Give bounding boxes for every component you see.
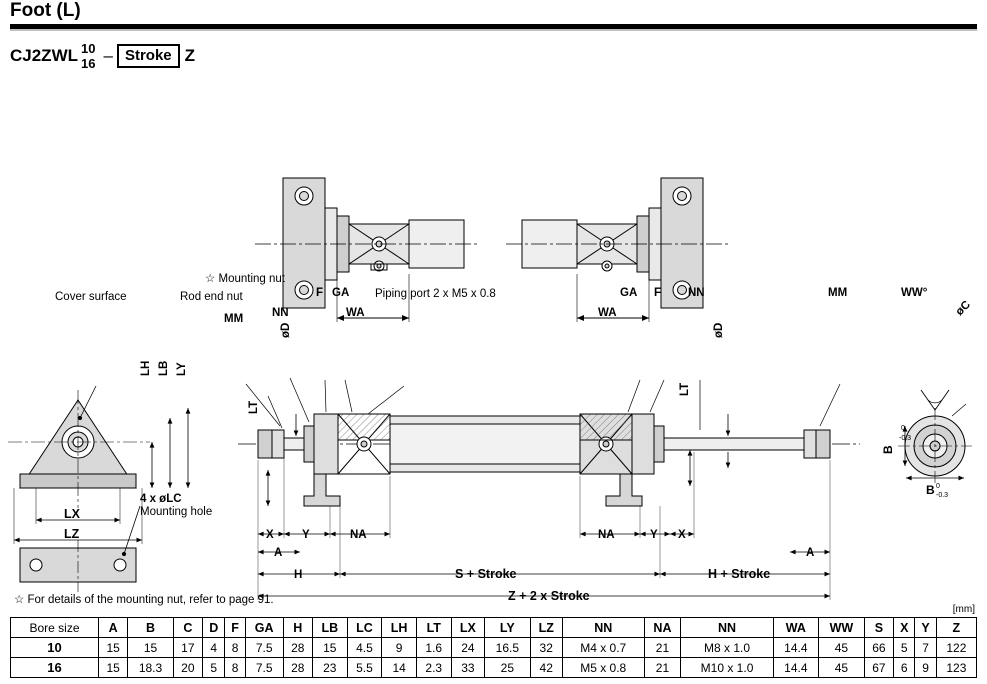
model-prefix: CJ2ZWL <box>10 46 78 65</box>
label-a-right: A <box>806 547 815 559</box>
table-col-d-4: D <box>203 618 225 638</box>
table-cell: 32 <box>530 638 562 658</box>
table-cell: 5.5 <box>347 658 382 678</box>
label-nn-left: NN <box>272 307 289 319</box>
label-mounting-nut: ☆ Mounting nut <box>205 273 285 285</box>
table-cell: M8 x 1.0 <box>681 638 773 658</box>
table-cell: M4 x 0.7 <box>562 638 644 658</box>
table-cell: 15 <box>99 638 128 658</box>
table-cell: 4.5 <box>347 638 382 658</box>
label-lt-left: LT <box>248 400 260 414</box>
table-col-na-16: NA <box>644 618 681 638</box>
table-cell: 9 <box>915 658 936 678</box>
table-cell: 7 <box>915 638 936 658</box>
label-a-left: A <box>274 547 283 559</box>
table-cell: 5 <box>203 658 225 678</box>
table-cell: 8 <box>225 658 245 678</box>
table-col-ww-19: WW <box>819 618 865 638</box>
table-cell: 23 <box>312 658 347 678</box>
label-x-right: X <box>678 529 686 541</box>
table-cell: 67 <box>864 658 893 678</box>
table-cell: 66 <box>864 638 893 658</box>
table-cell-bore-size: 10 <box>11 638 99 658</box>
table-cell: 9 <box>382 638 417 658</box>
label-b-horizontal-tol-bottom: -0.3 <box>936 492 949 499</box>
label-wa-right: WA <box>598 307 617 319</box>
label-mounting-hole: Mounting hole <box>140 506 213 518</box>
table-cell: 25 <box>485 658 530 678</box>
label-b-vertical: B <box>881 445 895 454</box>
label-piping-port: Piping port 2 x M5 x 0.8 <box>375 288 496 300</box>
table-body <box>11 638 977 678</box>
table-cell: 2.3 <box>416 658 451 678</box>
table-cell: 21 <box>644 658 681 678</box>
label-ga-right: GA <box>620 287 638 299</box>
table-col-bore-size-0: Bore size <box>11 618 99 638</box>
table-cell: 1.6 <box>416 638 451 658</box>
top-left-view <box>255 178 480 322</box>
table-cell: 15 <box>128 638 173 658</box>
label-f-left: F <box>316 287 324 299</box>
model-bore-10: 10 <box>81 41 96 56</box>
dimensions-table-wrap <box>10 617 977 678</box>
model-bore-16: 16 <box>81 56 96 71</box>
table-col-lz-14: LZ <box>530 618 562 638</box>
table-col-lh-10: LH <box>382 618 417 638</box>
table-col-h-7: H <box>283 618 312 638</box>
footnote: ☆ For details of the mounting nut, refer to page 91. <box>14 594 274 606</box>
table-col-lt-11: LT <box>416 618 451 638</box>
main-section-view <box>238 414 860 506</box>
table-cell: M10 x 1.0 <box>681 658 773 678</box>
label-z-stroke: Z + 2 x Stroke <box>508 589 590 603</box>
table-cell: 5 <box>894 638 915 658</box>
label-h-left: H <box>294 569 303 581</box>
table-col-c-3: C <box>173 618 202 638</box>
table-col-a-1: A <box>99 618 128 638</box>
label-lz: LZ <box>64 527 80 541</box>
header-rule-secondary <box>10 29 977 31</box>
table-col-lb-8: LB <box>312 618 347 638</box>
table-cell: 24 <box>451 638 485 658</box>
table-cell: 42 <box>530 658 562 678</box>
model-bore-options <box>81 41 95 71</box>
table-col-y-22: Y <box>915 618 936 638</box>
table-cell: 14 <box>382 658 417 678</box>
label-ly: LY <box>176 362 188 376</box>
table-row <box>11 658 977 678</box>
label-ww: WW° <box>901 287 928 299</box>
page-title: Foot (L) <box>10 0 81 21</box>
label-od-right: øD <box>713 322 725 338</box>
model-stroke-box: Stroke <box>117 44 180 68</box>
table-cell: 20 <box>173 658 202 678</box>
table-cell: 122 <box>936 638 976 658</box>
table-cell: 6 <box>894 658 915 678</box>
table-cell: 18.3 <box>128 658 173 678</box>
table-col-b-2: B <box>128 618 173 638</box>
label-h-stroke: H + Stroke <box>708 567 771 581</box>
table-col-f-5: F <box>225 618 245 638</box>
table-col-ly-13: LY <box>485 618 530 638</box>
table-cell: 123 <box>936 658 976 678</box>
label-cover-surface: Cover surface <box>55 291 127 303</box>
label-lb: LB <box>158 360 170 376</box>
label-oc: øC <box>953 298 973 319</box>
table-col-x-21: X <box>894 618 915 638</box>
table-cell: 14.4 <box>773 658 818 678</box>
unit-note: [mm] <box>952 604 975 615</box>
table-cell: 21 <box>644 638 681 658</box>
label-y-left: Y <box>302 529 310 541</box>
label-y-right: Y <box>650 529 658 541</box>
table-cell-bore-size: 16 <box>11 658 99 678</box>
label-f-right: F <box>654 287 662 299</box>
table-cell: 4 <box>203 638 225 658</box>
table-cell: 15 <box>312 638 347 658</box>
table-cell: 45 <box>819 658 865 678</box>
label-x-left: X <box>266 529 274 541</box>
table-col-lc-9: LC <box>347 618 382 638</box>
label-b-vertical-tol-bottom: -0.3 <box>899 435 912 442</box>
label-nn-right: NN <box>688 287 705 299</box>
table-cell: 16.5 <box>485 638 530 658</box>
table-col-wa-18: WA <box>773 618 818 638</box>
label-na-right: NA <box>598 529 615 541</box>
label-b-horizontal: B <box>926 483 935 497</box>
label-lc: 4 x øLC <box>140 493 182 505</box>
table-col-nn-17: NN <box>681 618 773 638</box>
label-b-horizontal-tol-top: 0 <box>936 483 940 490</box>
top-right-view <box>506 178 730 322</box>
label-wa-left: WA <box>346 307 365 319</box>
table-cell: 7.5 <box>245 658 283 678</box>
table-cell: M5 x 0.8 <box>562 658 644 678</box>
table-col-s-20: S <box>864 618 893 638</box>
model-code <box>10 41 195 71</box>
label-lh: LH <box>140 360 152 376</box>
label-lx: LX <box>64 507 80 521</box>
table-cell: 28 <box>283 658 312 678</box>
label-od-left: øD <box>280 322 292 338</box>
table-cell: 7.5 <box>245 638 283 658</box>
table-cell: 17 <box>173 638 202 658</box>
table-cell: 45 <box>819 638 865 658</box>
table-cell: 14.4 <box>773 638 818 658</box>
table-col-lx-12: LX <box>451 618 485 638</box>
label-ga-left: GA <box>332 287 350 299</box>
table-row <box>11 638 977 658</box>
table-col-ga-6: GA <box>245 618 283 638</box>
label-rod-end-nut: Rod end nut <box>180 291 243 303</box>
label-na-left: NA <box>350 529 367 541</box>
table-cell: 8 <box>225 638 245 658</box>
table-header-row <box>11 618 977 638</box>
foot-end-view <box>8 378 188 544</box>
table-col-z-23: Z <box>936 618 976 638</box>
table-cell: 15 <box>99 658 128 678</box>
model-suffix: Z <box>184 46 196 65</box>
label-s-stroke: S + Stroke <box>455 567 517 581</box>
table-col-nn-15: NN <box>562 618 644 638</box>
model-dash: – <box>103 46 113 65</box>
dimensions-table <box>10 617 977 678</box>
table-cell: 28 <box>283 638 312 658</box>
label-b-vertical-tol-top: 0 <box>901 425 905 432</box>
foot-plan-view <box>20 506 140 592</box>
label-mm-right: MM <box>828 287 848 299</box>
label-mm-left: MM <box>224 313 244 325</box>
table-cell: 33 <box>451 658 485 678</box>
label-lt-right: LT <box>679 382 691 396</box>
